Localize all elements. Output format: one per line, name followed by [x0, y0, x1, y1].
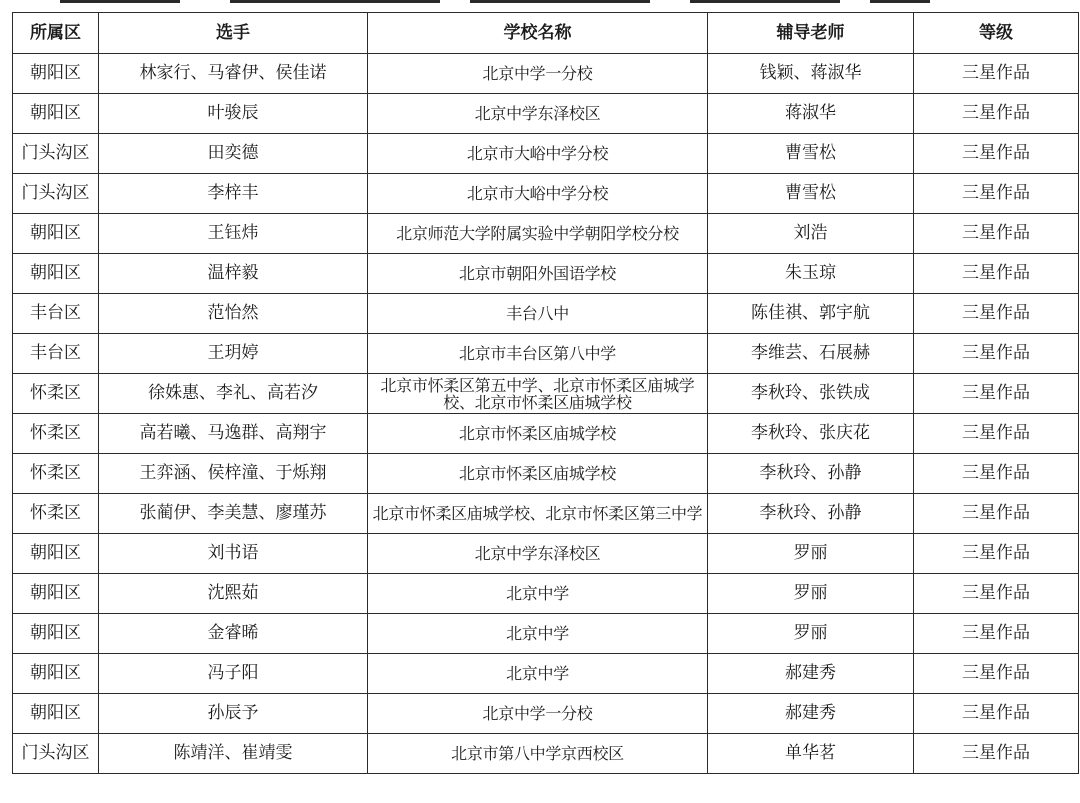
cell-district: 丰台区 [13, 334, 99, 374]
cell-contestant: 冯子阳 [99, 654, 368, 694]
cell-district: 朝阳区 [13, 614, 99, 654]
table-row [13, 174, 1079, 214]
table-row [13, 334, 1079, 374]
table-row [13, 494, 1079, 534]
cell-level: 三星作品 [914, 534, 1079, 574]
cell-level: 三星作品 [914, 574, 1079, 614]
cell-district: 朝阳区 [13, 694, 99, 734]
cell-district: 门头沟区 [13, 134, 99, 174]
cell-level: 三星作品 [914, 494, 1079, 534]
table-row [13, 94, 1079, 134]
cell-teacher: 单华茗 [708, 734, 914, 774]
cell-level: 三星作品 [914, 134, 1079, 174]
cell-school: 北京中学 [368, 614, 708, 654]
cell-contestant: 张蔺伊、李美慧、廖瑾苏 [99, 494, 368, 534]
table-row [13, 254, 1079, 294]
cell-contestant: 高若曦、马逸群、高翔宇 [99, 414, 368, 454]
table-row [13, 54, 1079, 94]
table-row [13, 694, 1079, 734]
table-row [13, 654, 1079, 694]
cell-school: 北京市怀柔区庙城学校、北京市怀柔区第三中学 [368, 494, 708, 534]
cell-teacher: 曹雪松 [708, 174, 914, 214]
table-row [13, 734, 1079, 774]
cell-contestant: 范怡然 [99, 294, 368, 334]
cell-contestant: 王玥婷 [99, 334, 368, 374]
cropped-title-strip [0, 0, 1080, 6]
cell-district: 朝阳区 [13, 214, 99, 254]
cell-contestant: 孙辰予 [99, 694, 368, 734]
cell-contestant: 王钰炜 [99, 214, 368, 254]
cell-teacher: 李秋玲、孙静 [708, 494, 914, 534]
table-row [13, 214, 1079, 254]
cell-level: 三星作品 [914, 294, 1079, 334]
cell-district: 怀柔区 [13, 454, 99, 494]
cell-contestant: 叶骏辰 [99, 94, 368, 134]
cell-level: 三星作品 [914, 694, 1079, 734]
cell-school: 北京市朝阳外国语学校 [368, 254, 708, 294]
cell-contestant: 沈熙茹 [99, 574, 368, 614]
header-district: 所属区 [13, 13, 99, 54]
cell-level: 三星作品 [914, 734, 1079, 774]
cell-level: 三星作品 [914, 214, 1079, 254]
cell-teacher: 郝建秀 [708, 654, 914, 694]
table-row [13, 454, 1079, 494]
cell-school: 丰台八中 [368, 294, 708, 334]
cell-contestant: 徐姝惠、李礼、高若汐 [99, 374, 368, 414]
cell-district: 丰台区 [13, 294, 99, 334]
cell-teacher: 钱颖、蒋淑华 [708, 54, 914, 94]
cell-level: 三星作品 [914, 614, 1079, 654]
cell-district: 朝阳区 [13, 254, 99, 294]
cell-teacher: 刘浩 [708, 214, 914, 254]
cell-teacher: 郝建秀 [708, 694, 914, 734]
cell-school: 北京市怀柔区庙城学校 [368, 414, 708, 454]
cell-teacher: 曹雪松 [708, 134, 914, 174]
table-row [13, 294, 1079, 334]
cell-contestant: 金睿晞 [99, 614, 368, 654]
cell-level: 三星作品 [914, 654, 1079, 694]
cell-school: 北京中学一分校 [368, 54, 708, 94]
cell-teacher: 蒋淑华 [708, 94, 914, 134]
cell-district: 怀柔区 [13, 374, 99, 414]
cell-teacher: 李维芸、石展赫 [708, 334, 914, 374]
award-table [12, 12, 1079, 774]
cell-level: 三星作品 [914, 414, 1079, 454]
cell-contestant: 刘书语 [99, 534, 368, 574]
cell-school: 北京中学 [368, 654, 708, 694]
cell-school: 北京市大峪中学分校 [368, 134, 708, 174]
table-row [13, 574, 1079, 614]
cell-level: 三星作品 [914, 174, 1079, 214]
cell-teacher: 李秋玲、张铁成 [708, 374, 914, 414]
cell-contestant: 温梓毅 [99, 254, 368, 294]
cell-level: 三星作品 [914, 254, 1079, 294]
cell-district: 朝阳区 [13, 574, 99, 614]
cell-teacher: 陈佳祺、郭宇航 [708, 294, 914, 334]
cell-teacher: 李秋玲、张庆花 [708, 414, 914, 454]
cell-school: 北京市大峪中学分校 [368, 174, 708, 214]
cell-level: 三星作品 [914, 94, 1079, 134]
cell-level: 三星作品 [914, 374, 1079, 414]
header-level: 等级 [914, 13, 1079, 54]
cell-school: 北京中学 [368, 574, 708, 614]
cell-school: 北京市怀柔区庙城学校 [368, 454, 708, 494]
cell-teacher: 朱玉琼 [708, 254, 914, 294]
cell-school: 北京中学东泽校区 [368, 94, 708, 134]
cell-contestant: 田奕德 [99, 134, 368, 174]
cell-school: 北京市丰台区第八中学 [368, 334, 708, 374]
cell-school: 北京市怀柔区第五中学、北京市怀柔区庙城学校、北京市怀柔区庙城学校 [368, 374, 708, 414]
cell-district: 门头沟区 [13, 734, 99, 774]
header-row [13, 13, 1079, 54]
cell-school: 北京中学东泽校区 [368, 534, 708, 574]
cell-school: 北京师范大学附属实验中学朝阳学校分校 [368, 214, 708, 254]
table-row [13, 614, 1079, 654]
cell-teacher: 李秋玲、孙静 [708, 454, 914, 494]
cell-teacher: 罗丽 [708, 614, 914, 654]
cell-district: 朝阳区 [13, 94, 99, 134]
table-row [13, 414, 1079, 454]
cell-contestant: 李梓丰 [99, 174, 368, 214]
cell-district: 朝阳区 [13, 534, 99, 574]
header-teacher: 辅导老师 [708, 13, 914, 54]
header-school: 学校名称 [368, 13, 708, 54]
cell-contestant: 陈靖洋、崔靖雯 [99, 734, 368, 774]
cell-district: 朝阳区 [13, 654, 99, 694]
table-row [13, 134, 1079, 174]
cell-teacher: 罗丽 [708, 534, 914, 574]
cell-district: 朝阳区 [13, 54, 99, 94]
table-row [13, 534, 1079, 574]
cell-district: 怀柔区 [13, 494, 99, 534]
cell-level: 三星作品 [914, 334, 1079, 374]
cell-school: 北京中学一分校 [368, 694, 708, 734]
cell-district: 门头沟区 [13, 174, 99, 214]
header-contestant: 选手 [99, 13, 368, 54]
cell-district: 怀柔区 [13, 414, 99, 454]
cell-teacher: 罗丽 [708, 574, 914, 614]
cell-school: 北京市第八中学京西校区 [368, 734, 708, 774]
cell-level: 三星作品 [914, 454, 1079, 494]
cell-level: 三星作品 [914, 54, 1079, 94]
cell-contestant: 林家行、马睿伊、侯佳诺 [99, 54, 368, 94]
table-row [13, 374, 1079, 414]
cell-contestant: 王弈涵、侯梓潼、于烁翔 [99, 454, 368, 494]
